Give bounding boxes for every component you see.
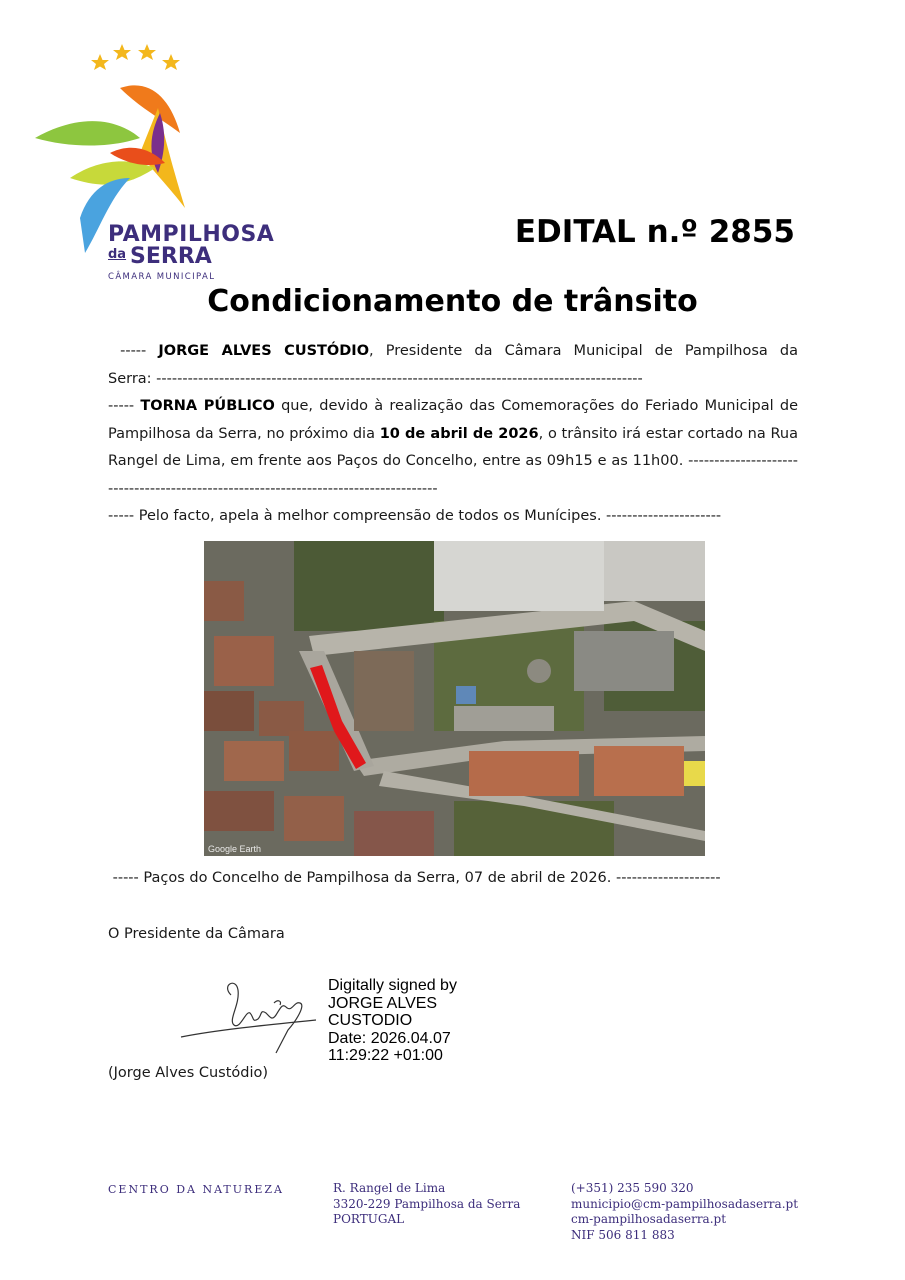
edital-number: EDITAL n.º 2855 <box>514 214 795 250</box>
address-line: PORTUGAL <box>333 1212 405 1226</box>
paragraph-appeal: ----- Pelo facto, apela à melhor compreensão de todos os Munícipes. ---------------------- <box>108 508 722 524</box>
sig-line-1: Digitally signed by <box>328 977 457 994</box>
aerial-map-image <box>204 541 705 856</box>
place-and-date <box>108 870 798 886</box>
president-title: , Presidente da Câmara Municipal de Pampilhosa da <box>369 343 798 359</box>
dash-prefix: ----- <box>120 343 159 359</box>
logo-name-line2: SERRA <box>130 244 212 269</box>
paragraph-president <box>108 338 798 393</box>
announcement-text-1: que, devido à realização das Comemorações do Feriado Municipal de Pampilhosa da Serra, no próximo dia <box>108 398 798 442</box>
nif-number: NIF 506 811 883 <box>571 1227 675 1242</box>
signatory-name: (Jorge Alves Custódio) <box>108 1065 269 1081</box>
logo-subtitle: CÂMARA MUNICIPAL <box>108 272 216 282</box>
map-watermark: Google Earth <box>208 844 262 854</box>
logo-stars <box>91 44 180 70</box>
sig-line-5: 11:29:22 +01:00 <box>328 1047 443 1064</box>
event-date: 10 de abril de 2026 <box>379 425 539 442</box>
footer-contacts <box>571 1181 798 1243</box>
handwritten-signature <box>176 975 326 1065</box>
sig-line-2: JORGE ALVES <box>328 994 438 1012</box>
digital-signature-block <box>328 977 457 1065</box>
signatory-role: O Presidente da Câmara <box>108 926 285 942</box>
paragraph-president-line2: Serra: --------------------------------------------------------------------------------------------- <box>108 370 643 387</box>
address-line: 3320-229 Pampilhosa da Serra <box>333 1196 521 1211</box>
website: cm-pampilhosadaserra.pt <box>571 1212 727 1226</box>
sig-line-3: CUSTODIO <box>328 1012 413 1029</box>
place-and-date-text: ----- Paços do Concelho de Pampilhosa da Serra, 07 de abril de 2026. -------------------- <box>112 870 721 886</box>
address-line: R. Rangel de Lima <box>333 1181 446 1195</box>
footer-tagline: CENTRO DA NATUREZA <box>108 1183 284 1196</box>
email-address: municipio@cm-pampilhosadaserra.pt <box>571 1196 799 1211</box>
logo-name-da: da <box>108 247 127 262</box>
document-title: Condicionamento de trânsito <box>207 284 698 319</box>
torna-publico: TORNA PÚBLICO <box>140 398 275 414</box>
president-name: JORGE ALVES CUSTÓDIO <box>158 343 370 359</box>
paragraph-announcement <box>108 393 798 503</box>
phone-number: (+351) 235 590 320 <box>571 1181 694 1195</box>
sig-line-4: Date: 2026.04.07 <box>328 1029 451 1047</box>
announcement-text-2: , o trânsito irá estar cortado na Rua Rangel de Lima, em frente aos Paços do Concelho, entre as 09h15 e as 11h00. ------------------------------------------------------------------------------------ <box>108 425 798 497</box>
footer-address <box>333 1181 520 1228</box>
dash-prefix: ----- <box>108 398 141 414</box>
logo-name-line1: PAMPILHOSA <box>108 222 275 247</box>
